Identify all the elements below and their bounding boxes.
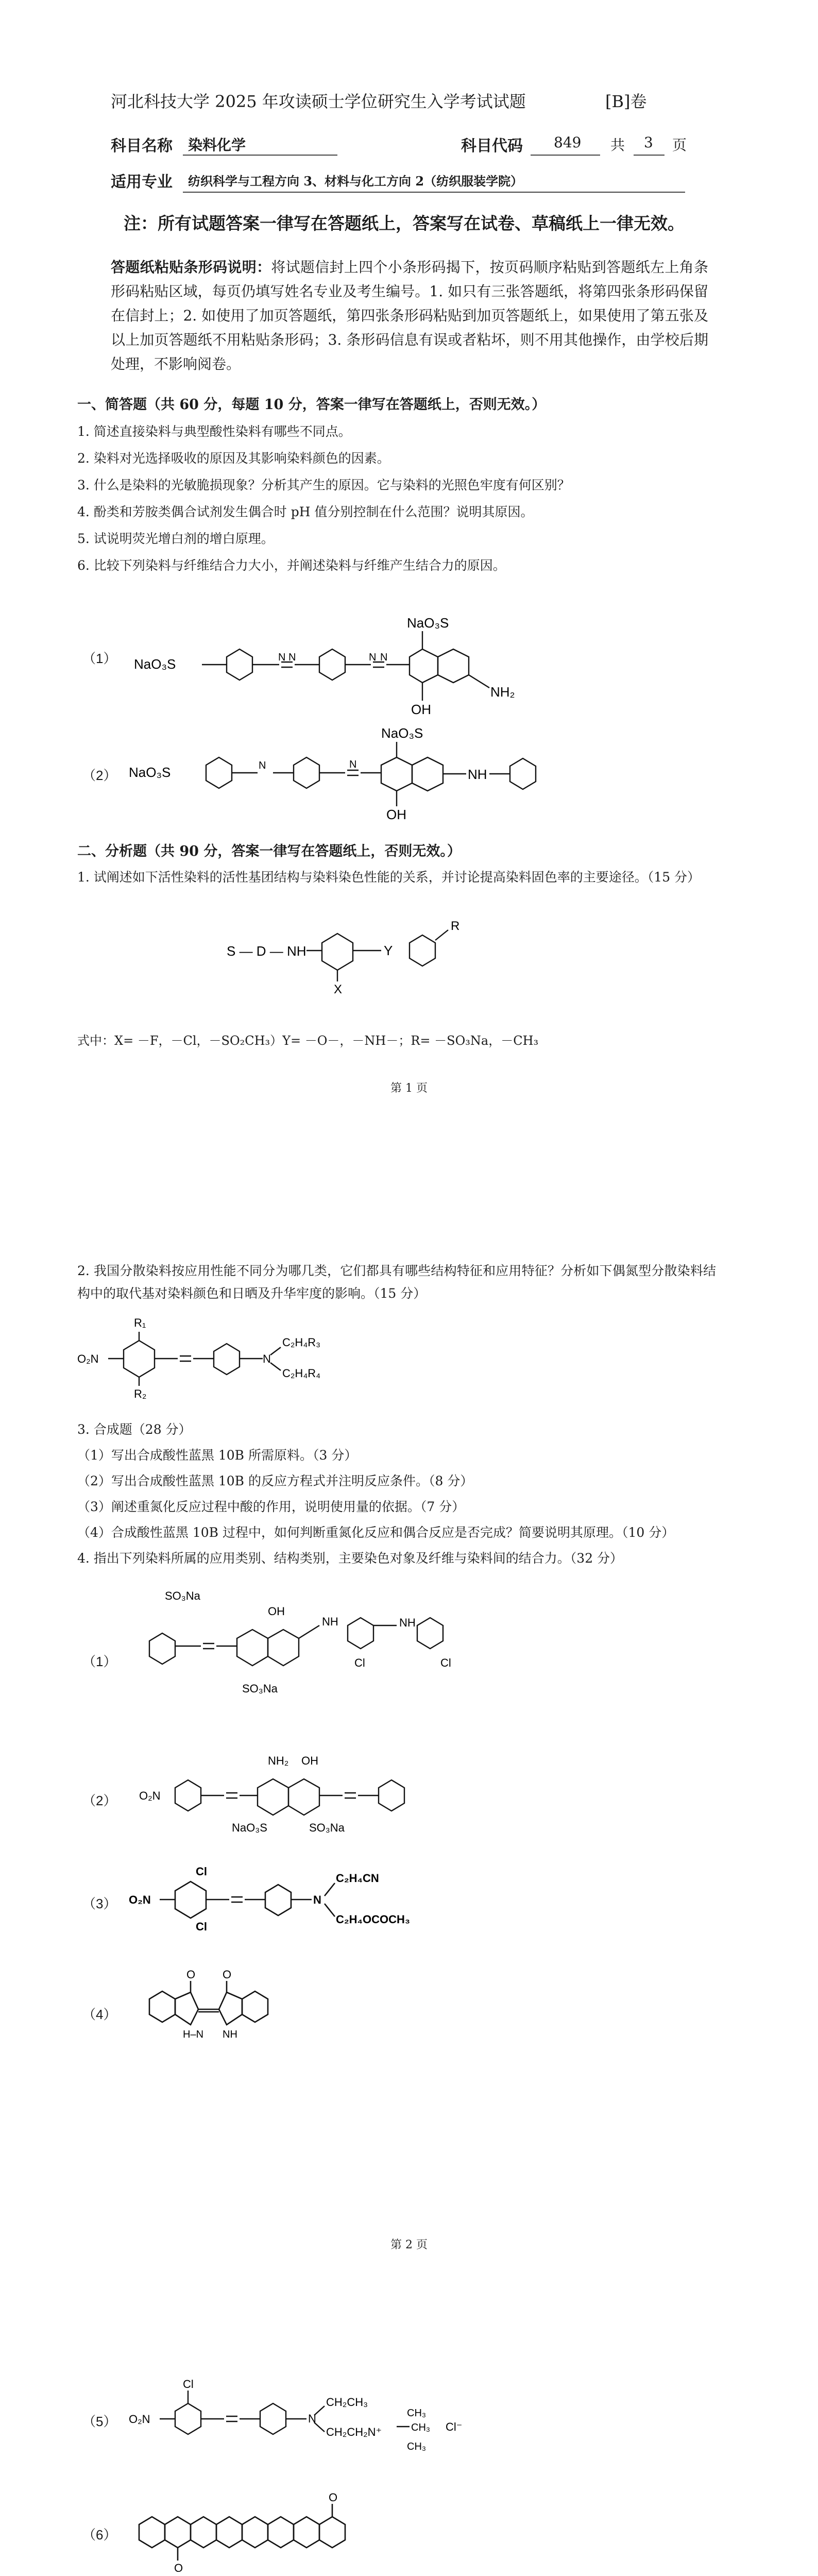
s2-2-o2n: O₂N — [139, 1789, 161, 1802]
s2-5-o2n: O₂N — [129, 2413, 150, 2426]
s2-struct-label-6: （6） — [82, 2527, 117, 2543]
s1-2-nao3s: NaO₃S — [129, 765, 171, 780]
s2-structure-3 — [129, 1852, 592, 1945]
s2-5-ch3-a: CH₃ — [407, 2408, 427, 2419]
s2-5-ch2ch2n: CH₂CH₂N⁺ — [326, 2426, 382, 2438]
reactive-dye-structure — [206, 886, 567, 1010]
s1-1-n4: N — [380, 652, 388, 663]
exam-title: 河北科技大学 2025 年攻读硕士学位研究生入学考试试题 — [111, 92, 526, 111]
disperse-o2n: O₂N — [77, 1352, 99, 1365]
s2-1-so3na-b: SO₃Na — [242, 1682, 278, 1695]
s2-structure-4 — [129, 1960, 386, 2063]
s2-struct-label-5: （5） — [82, 2414, 117, 2429]
pages-value: 3 — [644, 134, 653, 151]
disperse-r2: R₂ — [134, 1387, 147, 1400]
s2-4-hn: H–N — [183, 2029, 204, 2040]
s2-3-c2h4ococh3: C₂H₄OCOCH₃ — [336, 1913, 411, 1926]
page-1 — [0, 0, 818, 1157]
section2-q3-item-1: （1）写出合成酸性蓝黑 10B 所需原料。（3 分） — [77, 1448, 357, 1463]
s1-2-n2: N — [349, 759, 357, 770]
section1-heading: 一、简答题（共 60 分，每题 10 分，答案一律写在答题纸上，否则无效。） — [77, 397, 546, 413]
s2-structure-2 — [129, 1723, 592, 1857]
s2-5-cl-minus: Cl⁻ — [446, 2420, 463, 2433]
major-value: 纺织科学与工程方向 3、材料与化工方向 2（纺织服装学院） — [188, 174, 523, 189]
page-3 — [0, 2313, 818, 2576]
reactive-x: X — [334, 982, 343, 996]
disperse-n: N — [263, 1352, 271, 1365]
section1-item-2: 2. 染料对光选择吸收的原因及其影响染料颜色的因素。 — [77, 451, 390, 466]
section1-item-5: 5. 试说明荧光增白剂的增白原理。 — [77, 531, 274, 546]
section2-q3: 3. 合成题（28 分） — [77, 1422, 192, 1437]
s2-3-n: N — [313, 1893, 321, 1906]
subject-value: 染料化学 — [188, 137, 246, 154]
s1-1-n2: N — [288, 652, 296, 663]
barcode-instructions — [111, 255, 708, 376]
s2-5-ch3-c: CH₃ — [407, 2441, 427, 2452]
s1-struct-label-1: （1） — [82, 651, 117, 666]
disperse-c2h4r4: C₂H₄R₄ — [282, 1367, 321, 1380]
s2-1-nh-a: NH — [322, 1615, 338, 1628]
s2-2-oh: OH — [301, 1754, 318, 1767]
section2-q3-item-2: （2）写出合成酸性蓝黑 10B 的反应方程式并注明反应条件。（8 分） — [77, 1473, 473, 1488]
reactive-y: Y — [384, 943, 393, 958]
s2-2-nh2: NH₂ — [268, 1754, 289, 1767]
reactive-sdnh: S — D — NH — [227, 943, 306, 959]
s2-4-nh: NH — [223, 2029, 237, 2040]
s1-1-oh: OH — [411, 702, 431, 717]
s2-2-so3na: SO₃Na — [309, 1821, 345, 1834]
s2-3-cl-a: Cl — [196, 1865, 207, 1878]
s2-1-so3na-a: SO₃Na — [165, 1589, 200, 1602]
s1-2-so3na: NaO₃S — [381, 725, 423, 741]
s2-structure-1 — [129, 1569, 592, 1723]
disperse-c2h4r3: C₂H₄R₃ — [282, 1336, 321, 1349]
s1-2-n1: N — [259, 760, 266, 771]
s2-5-ch3-b: CH₃ — [411, 2422, 431, 2433]
section1-item-6: 6. 比较下列染料与纤维结合力大小，并阐述染料与纤维产生结合力的原因。 — [77, 558, 506, 573]
code-underline — [531, 155, 600, 156]
section2-q4: 4. 指出下列染料所属的应用类别、结构类别，主要染色对象及纤维与染料间的结合力。（32 分） — [77, 1551, 623, 1566]
disperse-r1: R₁ — [134, 1316, 146, 1329]
page-number-2: 第 2 页 — [390, 2239, 428, 2251]
section2-q1: 1. 试阐述如下活性染料的活性基团结构与染料染色性能的关系，并讨论提高染料固色率的主要途径。（15 分） — [77, 870, 701, 885]
page-2 — [0, 1157, 818, 2313]
section1-item-3: 3. 什么是染料的光敏脆损现象？分析其产生的原因。它与染料的光照色牢度有何区别？ — [77, 478, 570, 493]
s1-structure-2 — [129, 716, 644, 829]
s2-structure-5 — [129, 2360, 592, 2478]
s2-3-c2h4cn: C₂H₄CN — [336, 1872, 379, 1885]
s2-3-o2n: O₂N — [129, 1893, 151, 1906]
s2-2-nao3s: NaO₃S — [232, 1821, 267, 1834]
code-label: 科目代码 — [461, 137, 523, 155]
barcode-body: 将试题信封上四个小条形码揭下，按页码顺序粘贴到答题纸左上角条形码粘贴区域，每页仍填写姓名专业及考生编号。1. 如只有三张答题纸，将第四张条形码保留在信封上；2. 如使用了加页答题纸，第四张条形码粘贴到加页答题纸上，如果使用了第五张及以上加页答题纸不用粘贴条形码；3. 条形码信息有误或者粘坏，则不用其他操作，由学校后期处理，不影响阅卷。 — [111, 259, 708, 372]
s1-2-oh: OH — [386, 807, 406, 822]
s2-5-n: N — [308, 2412, 316, 2425]
s1-1-n3: N — [369, 652, 377, 663]
s2-1-cl-b: Cl — [440, 1656, 451, 1669]
section1-item-1: 1. 简述直接染料与典型酸性染料有哪些不同点。 — [77, 424, 351, 439]
s2-6-o1: O — [174, 2562, 183, 2574]
pages-underline — [634, 155, 664, 156]
section2-q3-item-3: （3）阐述重氮化反应过程中酸的作用，说明使用量的依据。（7 分） — [77, 1499, 465, 1514]
section2-q2: 2. 我国分散染料按应用性能不同分为哪几类，它们都具有哪些结构特征和应用特征？分析如下偶氮型分散染料结构中的取代基对染料颜色和日晒及升华牢度的影响。（15 分） — [77, 1263, 716, 1301]
answer-notice: 注：所有试题答案一律写在答题纸上，答案写在试卷、草稿纸上一律无效。 — [124, 213, 685, 233]
subject-label: 科目名称 — [111, 137, 173, 155]
s1-2-nh: NH — [468, 767, 487, 782]
code-value: 849 — [554, 134, 582, 151]
pages-suffix: 页 — [672, 137, 687, 154]
s2-5-cl: Cl — [183, 2378, 194, 2391]
reactive-r: R — [451, 919, 460, 933]
s1-1-so3na: NaO₃S — [407, 615, 449, 631]
section2-q3-item-4: （4）合成酸性蓝黑 10B 过程中，如何判断重氮化反应和偶合反应是否完成？简要说明其原理。（10 分） — [77, 1525, 675, 1540]
s1-struct-label-2: （2） — [82, 768, 117, 783]
s1-1-nao3s: NaO₃S — [134, 656, 176, 672]
exam-volume: [B]卷 — [605, 92, 647, 111]
s2-6-o2: O — [329, 2491, 338, 2504]
disperse-dye-structure — [77, 1311, 489, 1404]
section2-heading: 二、分析题（共 90 分，答案一律写在答题纸上，否则无效。） — [77, 843, 461, 859]
s2-5-ch2ch3: CH₂CH₃ — [326, 2396, 368, 2409]
reactive-formula-line: 式中：X= －F，－Cl，－SO₂CH₃）Y= －O－，－NH－；R= －SO₃Na，－CH₃ — [77, 1033, 539, 1048]
pages-prefix: 共 — [610, 137, 625, 154]
s2-struct-label-3: （3） — [82, 1896, 117, 1911]
s1-structure-1 — [129, 582, 623, 732]
s2-struct-label-4: （4） — [82, 2007, 117, 2022]
s2-1-cl-a: Cl — [354, 1656, 365, 1669]
s2-3-cl-b: Cl — [196, 1920, 207, 1933]
s2-1-nh-b: NH — [399, 1616, 416, 1629]
major-underline — [183, 192, 685, 193]
s2-1-oh: OH — [268, 1605, 285, 1618]
subject-underline — [183, 155, 337, 156]
s2-4-o1: O — [186, 1968, 196, 1981]
s2-4-o2: O — [223, 1968, 232, 1981]
s2-struct-label-2: （2） — [82, 1793, 117, 1808]
s2-struct-label-1: （1） — [82, 1654, 117, 1669]
s2-structure-6 — [129, 2483, 541, 2576]
s1-1-n1: N — [278, 652, 286, 663]
major-label: 适用专业 — [111, 173, 173, 191]
section1-item-4: 4. 酚类和芳胺类偶合试剂发生偶合时 pH 值分别控制在什么范围？说明其原因。 — [77, 504, 534, 519]
page-number-1: 第 1 页 — [390, 1082, 428, 1095]
barcode-title: 答题纸粘贴条形码说明： — [111, 259, 271, 276]
s1-1-nh2: NH₂ — [490, 684, 515, 700]
